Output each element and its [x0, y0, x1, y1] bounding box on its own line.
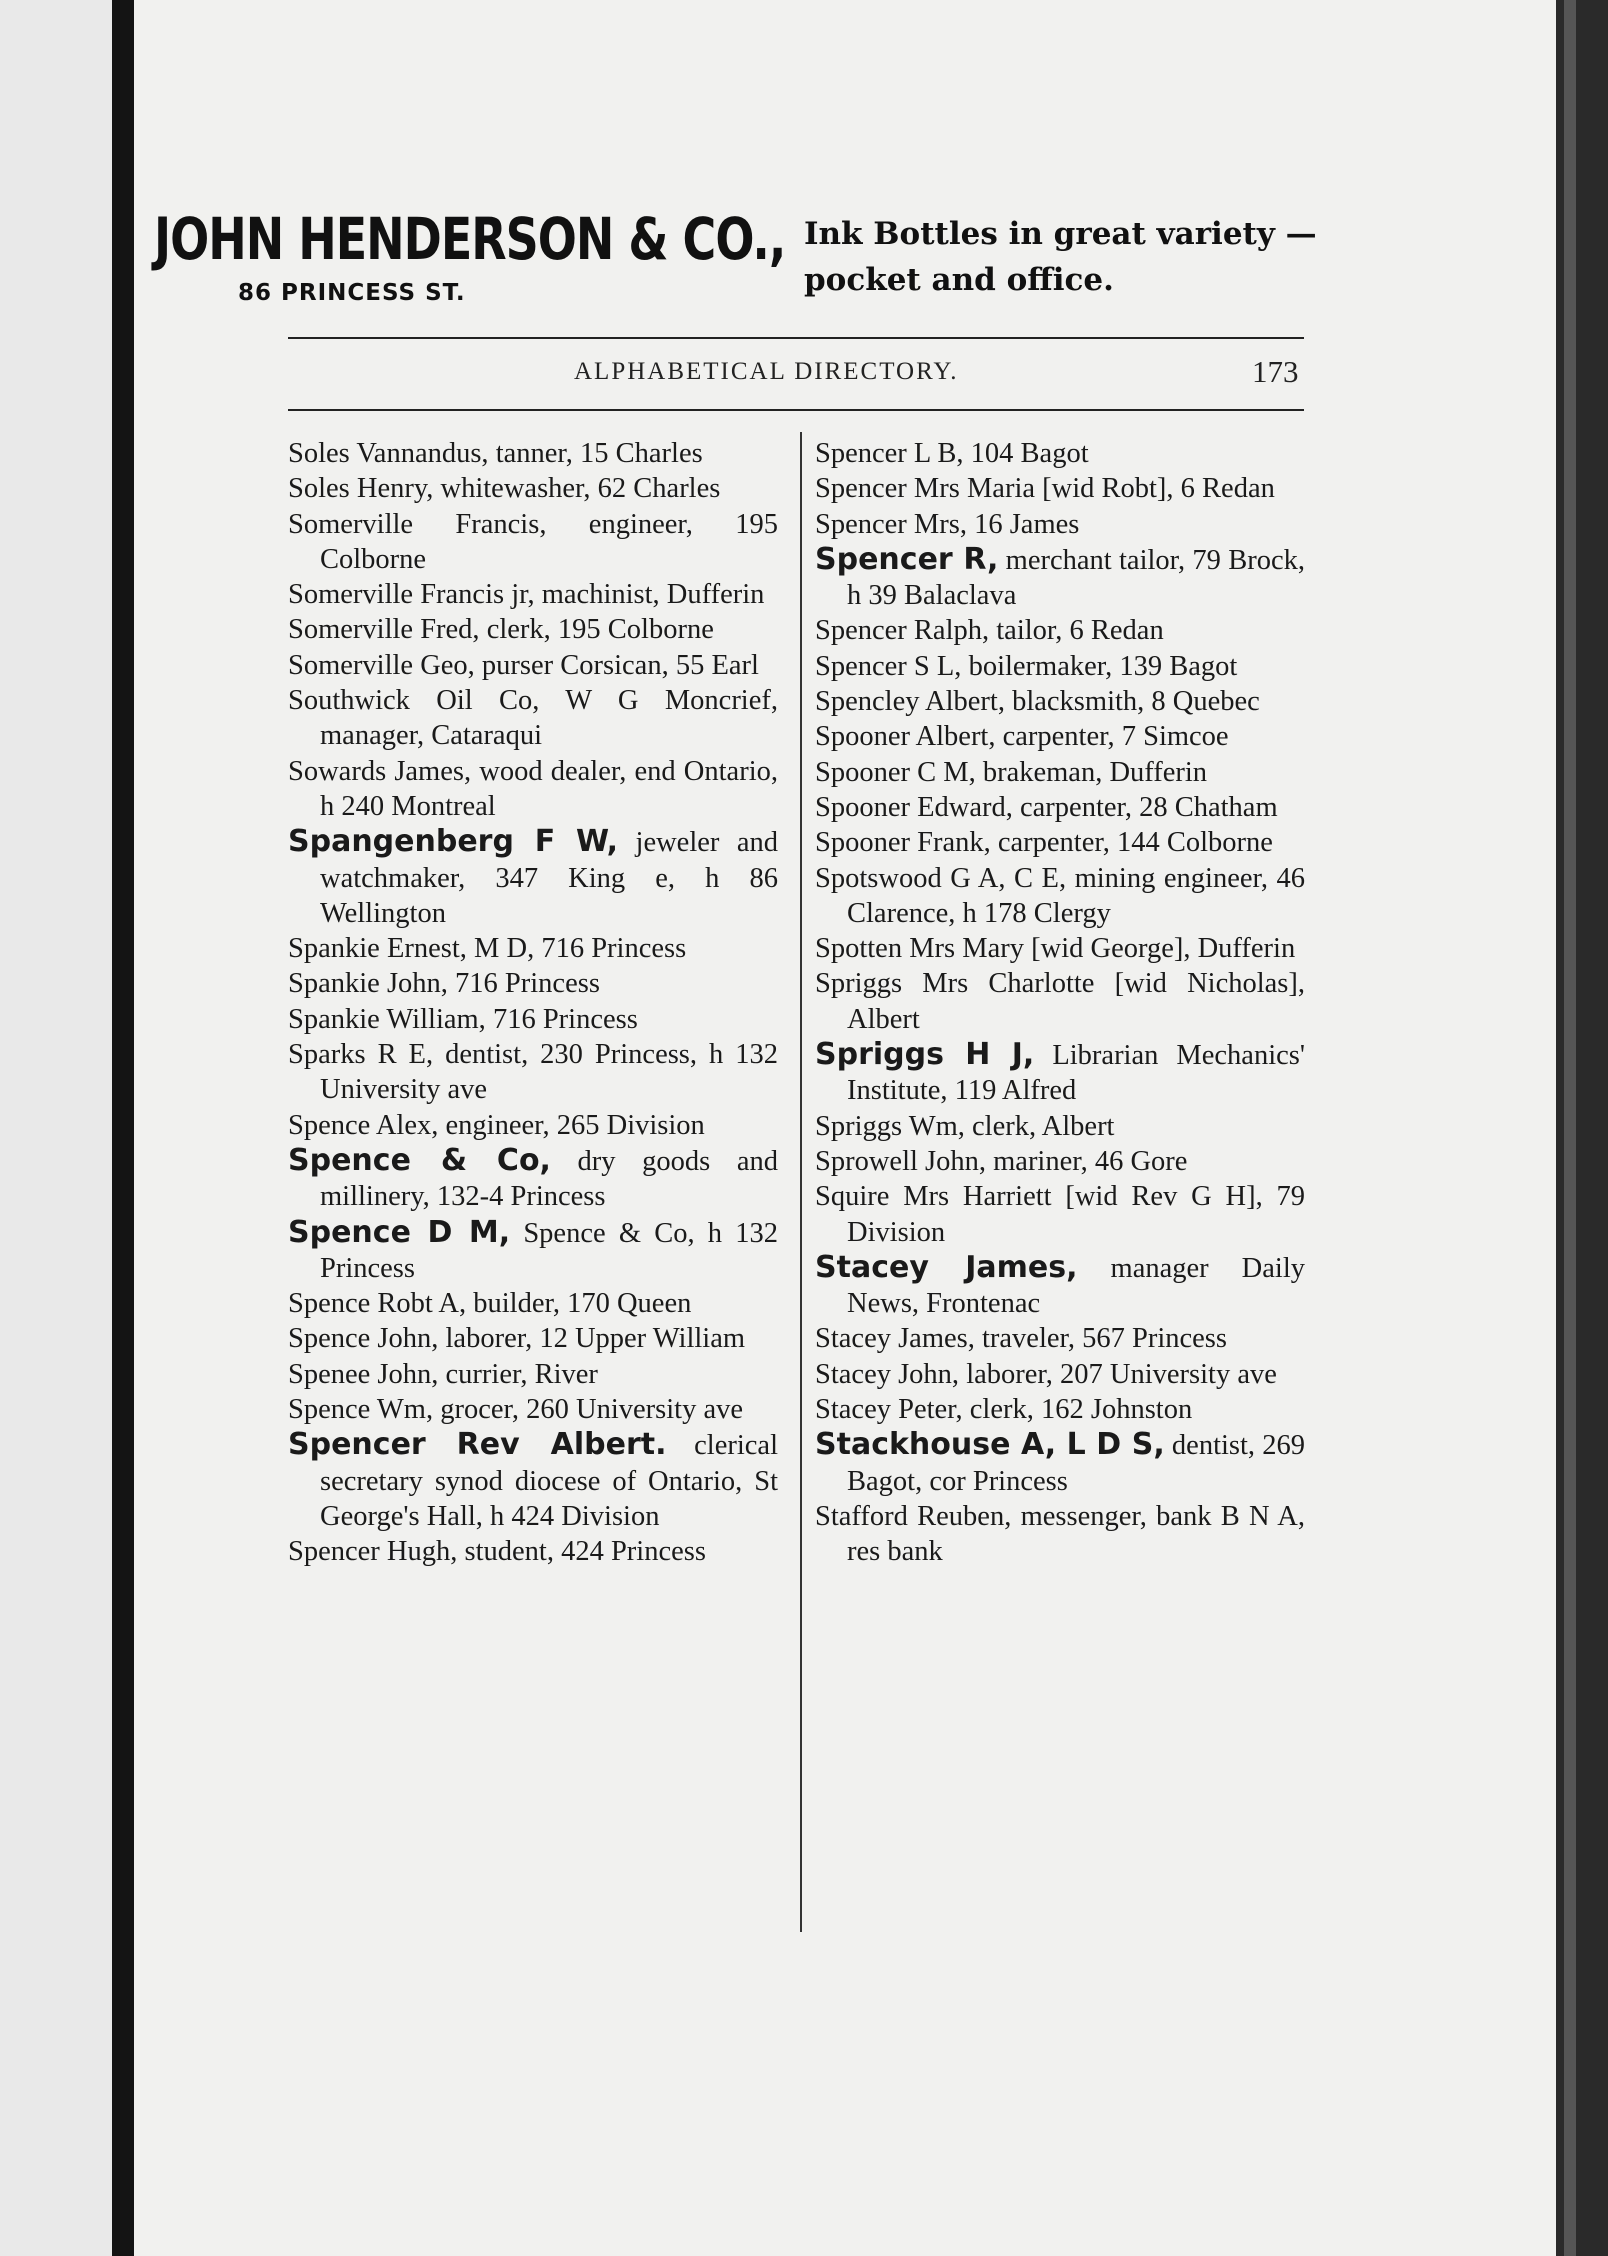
entry-details: [wid George], Dufferin [1024, 933, 1296, 965]
advertisement-banner [154, 205, 1317, 315]
entry-details: jeweler and watchmaker, 347 King e, h 86 Wellington [320, 827, 778, 929]
entry-name: Spencer Mrs Maria [815, 473, 1036, 505]
entry-name: Spooner Frank, [815, 827, 991, 859]
entry-details: builder, 170 Queen [466, 1288, 692, 1320]
header-rule-bottom [288, 409, 1304, 411]
entry-name: Stackhouse A, L D S, [815, 1427, 1165, 1463]
directory-entry [815, 790, 1305, 825]
entry-name: Sparks R E, [288, 1039, 434, 1071]
directory-entry [288, 1534, 778, 1569]
directory-entry [288, 1215, 778, 1287]
entry-details: clerical secretary synod diocese of Ontario, St George's Hall, h 424 Division [320, 1430, 778, 1532]
entry-name: Spencer Ralph, [815, 615, 990, 647]
entry-details: student, 424 Princess [457, 1536, 706, 1568]
entry-name: Spooner Albert, [815, 721, 996, 753]
directory-entry [288, 436, 778, 471]
entry-details: carpenter, 7 Simcoe [995, 721, 1229, 753]
entry-details: W G Moncrief, manager, Cataraqui [320, 685, 778, 752]
entry-name: Spencer Hugh, [288, 1536, 458, 1568]
running-head: ALPHABETICAL DIRECTORY. [574, 358, 959, 385]
entry-name: Spriggs H J, [815, 1037, 1035, 1073]
directory-entry [815, 649, 1305, 684]
entry-details: wood dealer, end Ontario, h 240 Montreal [320, 755, 778, 822]
directory-entry [815, 1357, 1305, 1392]
directory-entry [815, 684, 1305, 719]
directory-entry [288, 824, 778, 931]
right-directory-column [815, 436, 1305, 1570]
column-divider [800, 432, 802, 1932]
directory-entry [288, 754, 778, 825]
ad-slogan: Ink Bottles in great variety —pocket and office. [804, 216, 1317, 298]
directory-entry [815, 1109, 1305, 1144]
directory-entry [815, 1179, 1305, 1250]
entry-details: merchant tailor, 79 Brock, h 39 Balaclava [847, 544, 1305, 612]
entry-name: Spenee John, [288, 1358, 439, 1390]
entry-details: [wid Robt], 6 Redan [1035, 473, 1275, 505]
entry-name: Spencley Albert, [815, 686, 1005, 718]
directory-entry [288, 1427, 778, 1534]
entry-name: Stacey John, [815, 1358, 960, 1390]
directory-entry [815, 1499, 1305, 1570]
entry-details: carpenter, 144 Colborne [990, 827, 1273, 859]
entry-name: Spence John, [288, 1323, 439, 1355]
directory-entry [288, 1143, 778, 1215]
entry-details: clerk, 195 Colborne [479, 614, 714, 646]
entry-name: Spooner Edward, [815, 791, 1013, 823]
directory-entry [815, 436, 1305, 471]
directory-entry [815, 507, 1305, 542]
entry-name: Spencer L B, [815, 438, 964, 469]
entry-details: manager Daily News, Frontenac [847, 1252, 1305, 1320]
directory-entry [815, 1392, 1305, 1427]
entry-name: Spankie John, [288, 968, 448, 1000]
directory-entry [288, 577, 778, 612]
entry-name: Stafford Reuben, [815, 1500, 1012, 1532]
directory-entry [288, 1108, 778, 1143]
binding-gutter [112, 0, 134, 2256]
directory-entry [288, 1002, 778, 1037]
entry-details: whitewasher, 62 Charles [433, 473, 721, 505]
entry-details: 716 Princess [485, 1003, 638, 1035]
entry-details: boilermaker, 139 Bagot [961, 650, 1238, 682]
directory-entry [288, 612, 778, 647]
left-directory-column [288, 436, 778, 1570]
entry-details: Librarian Mechanics' Institute, 119 Alfred [847, 1040, 1305, 1107]
entry-name: Spooner C M, [815, 756, 976, 788]
entry-details: dentist, 230 Princess, h 132 University ave [320, 1039, 778, 1106]
page-number: 173 [1252, 354, 1299, 389]
directory-entry [288, 1392, 778, 1427]
entry-name: Spence & Co, [288, 1142, 551, 1178]
entry-details: currier, River [438, 1358, 598, 1390]
left-page-edge [0, 0, 118, 2256]
entry-name: Spriggs Wm, [815, 1110, 965, 1142]
entry-name: Spencer R, [815, 541, 999, 577]
entry-name: Spence Wm, [288, 1394, 434, 1426]
entry-name: Spencer Rev Albert. [288, 1427, 667, 1463]
entry-details: laborer, 207 University ave [959, 1358, 1277, 1390]
directory-entry [815, 1250, 1305, 1322]
entry-name: Spotswood G A, [815, 862, 1006, 894]
entry-details: mariner, 46 Gore [986, 1145, 1188, 1177]
directory-entry [815, 861, 1305, 932]
entry-details: machinist, Dufferin [534, 579, 765, 611]
entry-details: tailor, 6 Redan [989, 615, 1164, 647]
ad-company-name: JOHN HENDERSON & CO., [154, 205, 786, 273]
entry-details: engineer, 265 Division [438, 1109, 705, 1141]
entry-name: Soles Henry, [288, 473, 434, 505]
directory-entry [288, 471, 778, 506]
directory-entry [815, 931, 1305, 966]
entry-details: traveler, 567 Princess [974, 1323, 1227, 1355]
entry-details: laborer, 12 Upper William [438, 1323, 746, 1355]
directory-entry [815, 542, 1305, 614]
entry-details: dentist, 269 Bagot, cor Princess [847, 1430, 1305, 1497]
entry-name: Somerville Francis, [288, 508, 547, 540]
entry-details: grocer, 260 University ave [433, 1394, 743, 1426]
entry-details: engineer, 195 Colborne [320, 508, 779, 575]
entry-details: clerk, Albert [964, 1110, 1115, 1142]
entry-details: blacksmith, 8 Quebec [1004, 686, 1260, 718]
entry-name: Spangenberg F W, [288, 824, 619, 860]
entry-name: Spankie Ernest, [288, 933, 467, 965]
directory-entry [288, 683, 778, 754]
directory-entry [288, 507, 778, 578]
directory-entry [288, 1037, 778, 1108]
directory-entry [288, 1321, 778, 1356]
directory-entry [288, 1286, 778, 1321]
entry-name: Somerville Geo, [288, 649, 475, 681]
entry-name: Sowards James, [288, 755, 472, 787]
entry-details: M D, 716 Princess [466, 933, 687, 965]
directory-entry [288, 966, 778, 1001]
entry-name: Spence Alex, [288, 1109, 439, 1141]
ad-address: 86 PRINCESS ST. [238, 280, 466, 306]
directory-entry [288, 931, 778, 966]
entry-name: Stacey James, [815, 1323, 975, 1355]
entry-details: clerk, 162 Johnston [962, 1394, 1193, 1426]
entry-name: Spriggs Mrs Charlotte [815, 968, 1095, 1000]
entry-name: Spence D M, [288, 1214, 511, 1250]
entry-name: Spence Robt A, [288, 1288, 467, 1320]
entry-details: messenger, bank B N A, res bank [847, 1500, 1306, 1568]
directory-entry [815, 613, 1305, 648]
directory-entry [815, 755, 1305, 790]
entry-name: Sprowell John, [815, 1145, 986, 1177]
directory-entry [815, 719, 1305, 754]
entry-name: Somerville Fred, [288, 614, 480, 646]
entry-details: C E, mining engineer, 46 Clarence, h 178 Clergy [847, 862, 1305, 929]
entry-details: 716 Princess [447, 968, 600, 1000]
directory-entry [815, 1037, 1305, 1109]
header-rule-top [288, 337, 1304, 339]
entry-details: purser Corsican, 55 Earl [474, 649, 759, 681]
entry-name: Southwick Oil Co, [288, 685, 540, 717]
directory-entry [815, 1427, 1305, 1499]
entry-details: [wid Rev G H], 79 Division [847, 1181, 1305, 1248]
entry-name: Somerville Francis jr, [288, 579, 535, 611]
directory-entry [815, 471, 1305, 506]
right-page-edge [1556, 0, 1608, 2256]
entry-name: Soles Vannandus, [288, 438, 489, 469]
directory-entry [288, 1357, 778, 1392]
entry-details: 104 Bagot [963, 438, 1089, 469]
directory-entry [815, 966, 1305, 1037]
entry-details: brakeman, Dufferin [975, 756, 1208, 788]
entry-name: Spotten Mrs Mary [815, 933, 1024, 965]
entry-details: carpenter, 28 Chatham [1012, 791, 1278, 823]
entry-name: Spankie William, [288, 1003, 486, 1035]
entry-details: Spence & Co, h 132 Princess [320, 1217, 778, 1284]
directory-entry [815, 1144, 1305, 1179]
entry-details: [wid Nicholas], Albert [847, 968, 1305, 1035]
entry-details: dry goods and millinery, 132-4 Princess [320, 1145, 778, 1213]
entry-name: Stacey Peter, [815, 1394, 963, 1426]
entry-name: Stacey James, [815, 1249, 1078, 1285]
entry-name: Squire Mrs Harriett [815, 1181, 1052, 1213]
entry-name: Spencer S L, [815, 650, 962, 682]
directory-entry [815, 1321, 1305, 1356]
directory-entry [815, 825, 1305, 860]
directory-entry [288, 648, 778, 683]
entry-details: 16 James [966, 508, 1080, 540]
entry-name: Spencer Mrs, [815, 508, 967, 540]
entry-details: tanner, 15 Charles [488, 438, 703, 469]
